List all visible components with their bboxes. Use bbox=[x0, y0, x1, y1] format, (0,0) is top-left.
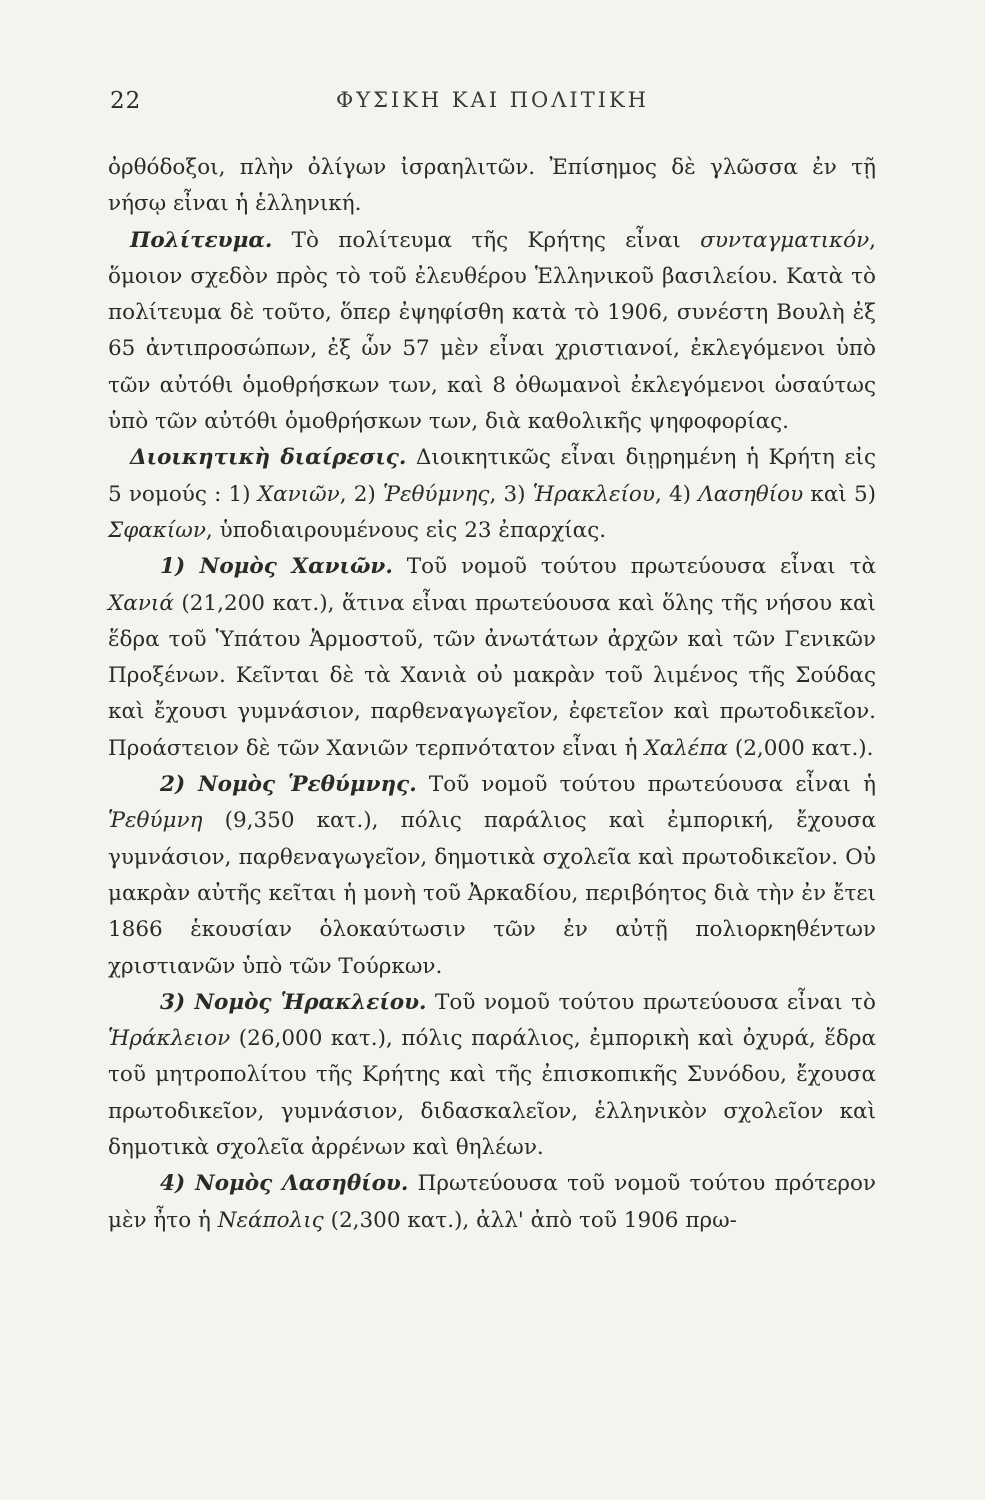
emphasis-text: Χανιά bbox=[108, 590, 174, 616]
paragraph-text: , 2) bbox=[339, 481, 383, 507]
page-number: 22 bbox=[110, 88, 142, 114]
body-text bbox=[108, 150, 876, 1239]
section-heading-nomos-chania: 1) Νομὸς Χανιῶν. bbox=[160, 554, 393, 580]
section-heading-government: Πολίτευμα. bbox=[130, 227, 273, 253]
paragraph-text: Διοικητικῶς εἶναι διῃρημένη ἡ Κρήτη εἰς 5 νομούς : 1) bbox=[108, 445, 876, 507]
paragraph-text: Τὸ πολίτευμα τῆς Κρήτης εἶναι bbox=[272, 227, 701, 253]
paragraph-text: (2,300 κατ.), ἀλλ' ἀπὸ τοῦ 1906 πρω- bbox=[323, 1207, 737, 1233]
paragraph-text: Τοῦ νομοῦ τούτου πρωτεύουσα εἶναι ἡ bbox=[416, 772, 876, 798]
paragraph-nomos-chania bbox=[108, 549, 876, 767]
section-heading-administrative-division: Διοικητικὴ διαίρεσις. bbox=[130, 445, 407, 471]
emphasis-text: Νεάπολις bbox=[217, 1207, 324, 1233]
section-heading-nomos-heraklion: 3) Νομὸς Ἡρακλείου. bbox=[160, 989, 427, 1015]
paragraph-text: (2,000 κατ.). bbox=[728, 735, 874, 761]
emphasis-text: Ἡρακλείου bbox=[532, 481, 655, 507]
emphasis-text: Ῥεθύμνη bbox=[108, 808, 203, 834]
paragraph-nomos-lasithi bbox=[108, 1166, 876, 1239]
paragraph-text: (9,350 κατ.), πόλις παράλιος καὶ ἐμπορική, ἔχουσα γυμνάσιον, παρθεναγωγεῖον, δημοτικὰ σχολεῖα καὶ πρωτοδικεῖον. Οὐ μακρὰν αὐτῆς κεῖται ἡ μονὴ τοῦ Ἀρκαδίου, περιβόητος διὰ τὴν ἐν ἔτει 1866 ἑκουσίαν ὁλοκαύτωσιν τῶν ἐν αὐτῇ πολιορκηθέντων χριστιανῶν ὑπὸ τῶν Τούρκων. bbox=[108, 808, 876, 979]
paragraph-text: Πρωτεύουσα τοῦ νομοῦ τούτου πρότερον μὲν ἦτο ἡ bbox=[108, 1171, 877, 1233]
paragraph-text: (21,200 κατ.), ἅτινα εἶναι πρωτεύουσα καὶ ὅλης τῆς νήσου καὶ ἕδρα τοῦ Ὑπάτου Ἁρμοστοῦ, τῶν ἀνωτάτων ἀρχῶν καὶ τῶν Γενικῶν Προξένων. Κεῖνται δὲ τὰ Χανιὰ οὐ μακρὰν τοῦ λιμένος τῆς Σούδας καὶ ἔχουσι γυμνάσιον, παρθεναγωγεῖον, ἐφετεῖον καὶ πρωτοδικεῖον. Προάστειον δὲ τῶν Χανιῶν τερπνότατον εἶναι ἡ bbox=[108, 590, 876, 761]
paragraph-government bbox=[108, 223, 876, 441]
section-heading-nomos-rethymno: 2) Νομὸς Ῥεθύμνης. bbox=[160, 772, 417, 798]
emphasis-text: Χαλέπα bbox=[644, 735, 728, 761]
paragraph-text: , 4) bbox=[654, 481, 699, 507]
paragraph-administrative-division bbox=[108, 440, 876, 549]
running-title: ΦΥΣΙΚΗ ΚΑΙ ΠΟΛΙΤΙΚΗ bbox=[335, 88, 650, 112]
paragraph-religion-language bbox=[108, 150, 876, 223]
paragraph-nomos-heraklion bbox=[108, 985, 876, 1166]
emphasis-text: συνταγματικόν bbox=[700, 227, 870, 253]
paragraph-text: , 3) bbox=[489, 481, 533, 507]
emphasis-text: Χανιῶν bbox=[257, 481, 340, 507]
emphasis-text: Ἡράκλειον bbox=[108, 1026, 231, 1052]
emphasis-text: Σφακίων bbox=[108, 517, 206, 543]
emphasis-text: Λασηθίου bbox=[698, 481, 804, 507]
section-heading-nomos-lasithi: 4) Νομὸς Λασηθίου. bbox=[160, 1171, 409, 1197]
emphasis-text: Ῥεθύμνης bbox=[382, 481, 490, 507]
paragraph-text: Τοῦ νομοῦ τούτου πρωτεύουσα εἶναι τὰ bbox=[392, 554, 877, 580]
paragraph-text: Τοῦ νομοῦ τούτου πρωτεύουσα εἶναι τὸ bbox=[426, 989, 877, 1015]
paragraph-nomos-rethymno bbox=[108, 767, 876, 985]
paragraph-text: ὀρθόδοξοι, πλὴν ὀλίγων ἰσραηλιτῶν. Ἐπίσημος δὲ γλῶσσα ἐν τῇ νήσῳ εἶναι ἡ ἑλληνική. bbox=[108, 155, 876, 217]
paragraph-text: , ὑποδιαιρουμένους εἰς 23 ἐπαρχίας. bbox=[205, 517, 607, 543]
paragraph-text: , ὅμοιον σχεδὸν πρὸς τὸ τοῦ ἐλευθέρου Ἑλληνικοῦ βασιλείου. Κατὰ τὸ πολίτευμα δὲ τοῦτο, ὅπερ ἐψηφίσθη κατὰ τὸ 1906, συνέστη Βουλὴ ἐξ 65 ἀντιπροσώπων, ἐξ ὧν 57 μὲν εἶναι χριστιανοί, ἐκλεγόμενοι ὑπὸ τῶν αὐτόθι ὁμοθρήσκων των, καὶ 8 ὀθωμανοὶ ἐκλεγόμενοι ὡσαύτως ὑπὸ τῶν αὐτόθι ὁμοθρήσκων των, διὰ καθολικῆς ψηφοφορίας. bbox=[108, 227, 876, 435]
paragraph-text: (26,000 κατ.), πόλις παράλιος, ἐμπορικὴ καὶ ὀχυρά, ἕδρα τοῦ μητροπολίτου τῆς Κρήτης καὶ τῆς ἐπισκοπικῆς Συνόδου, ἔχουσα πρωτοδικεῖον, γυμνάσιον, διδασκαλεῖον, ἑλληνικὸν σχολεῖον καὶ δημοτικὰ σχολεῖα ἀρρένων καὶ θηλέων. bbox=[108, 1026, 876, 1161]
paragraph-text: καὶ 5) bbox=[803, 481, 877, 507]
page-header bbox=[110, 88, 875, 128]
